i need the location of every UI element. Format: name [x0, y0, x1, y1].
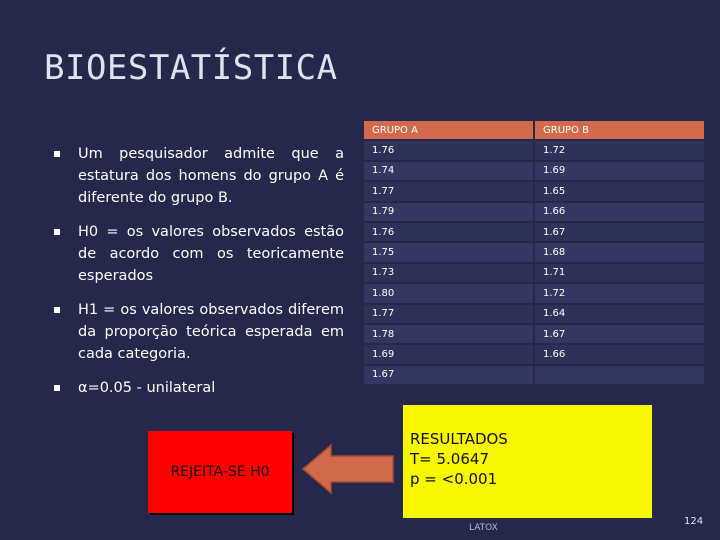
table-row: [364, 284, 704, 302]
cell-a: 1.73: [364, 264, 535, 282]
p-value: p = <0.001: [410, 470, 498, 488]
reject-box: [148, 431, 292, 513]
table-row: [364, 325, 704, 343]
table-row: [364, 366, 704, 384]
cell-a: 1.77: [364, 305, 535, 323]
cell-a: 1.76: [364, 141, 535, 159]
cell-a: 1.79: [364, 203, 535, 221]
table-row: [364, 305, 704, 323]
bullet-item: [52, 221, 344, 287]
page-number: 124: [684, 516, 704, 527]
results-box: [403, 405, 652, 533]
cell-b: 1.66: [535, 345, 704, 363]
data-table: [364, 119, 704, 386]
reject-label: REJEITA-SE H0: [170, 464, 270, 480]
cell-a: 1.69: [364, 345, 535, 363]
bullet-item: [52, 143, 344, 209]
bullet-list: [52, 143, 344, 411]
arrow-left-icon: [301, 443, 397, 495]
table-row: [364, 182, 704, 200]
cell-a: 1.78: [364, 325, 535, 343]
cell-a: 1.67: [364, 366, 535, 384]
results-text: [410, 429, 508, 489]
cell-b: 1.69: [535, 162, 704, 180]
slide-title: BIOESTATÍSTICA: [44, 48, 338, 88]
cell-b: [535, 366, 704, 384]
cell-b: 1.67: [535, 325, 704, 343]
table-row: [364, 345, 704, 363]
bullet-item: [52, 377, 344, 399]
table-header-row: [364, 121, 704, 139]
bullet-text: Um pesquisador admite que a estatura dos homens do grupo A é diferente do grupo B.: [78, 146, 344, 206]
cell-b: 1.67: [535, 223, 704, 241]
results-heading: RESULTADOS: [410, 430, 508, 448]
table-row: [364, 162, 704, 180]
square-bullet-icon: [54, 151, 60, 157]
bullet-item: [52, 299, 344, 365]
header-grupo-b: GRUPO B: [535, 121, 704, 139]
cell-b: 1.68: [535, 243, 704, 261]
table-row: [364, 264, 704, 282]
table-row: [364, 141, 704, 159]
cell-a: 1.75: [364, 243, 535, 261]
cell-b: 1.71: [535, 264, 704, 282]
bullet-text: H1 = os valores observados diferem da proporção teórica esperada em cada categoria.: [78, 302, 344, 362]
cell-b: 1.64: [535, 305, 704, 323]
footer-text: LATOX: [469, 523, 498, 533]
bullet-text: H0 = os valores observados estão de acordo com os teoricamente esperados: [78, 224, 344, 284]
square-bullet-icon: [54, 307, 60, 313]
cell-a: 1.76: [364, 223, 535, 241]
t-value: T= 5.0647: [410, 450, 489, 468]
cell-b: 1.72: [535, 141, 704, 159]
cell-b: 1.65: [535, 182, 704, 200]
bullet-text: α=0.05 - unilateral: [78, 380, 216, 396]
cell-b: 1.66: [535, 203, 704, 221]
square-bullet-icon: [54, 229, 60, 235]
table-row: [364, 223, 704, 241]
cell-b: 1.72: [535, 284, 704, 302]
header-grupo-a: GRUPO A: [364, 121, 535, 139]
cell-a: 1.80: [364, 284, 535, 302]
cell-a: 1.74: [364, 162, 535, 180]
table-row: [364, 203, 704, 221]
cell-a: 1.77: [364, 182, 535, 200]
square-bullet-icon: [54, 385, 60, 391]
table-row: [364, 243, 704, 261]
